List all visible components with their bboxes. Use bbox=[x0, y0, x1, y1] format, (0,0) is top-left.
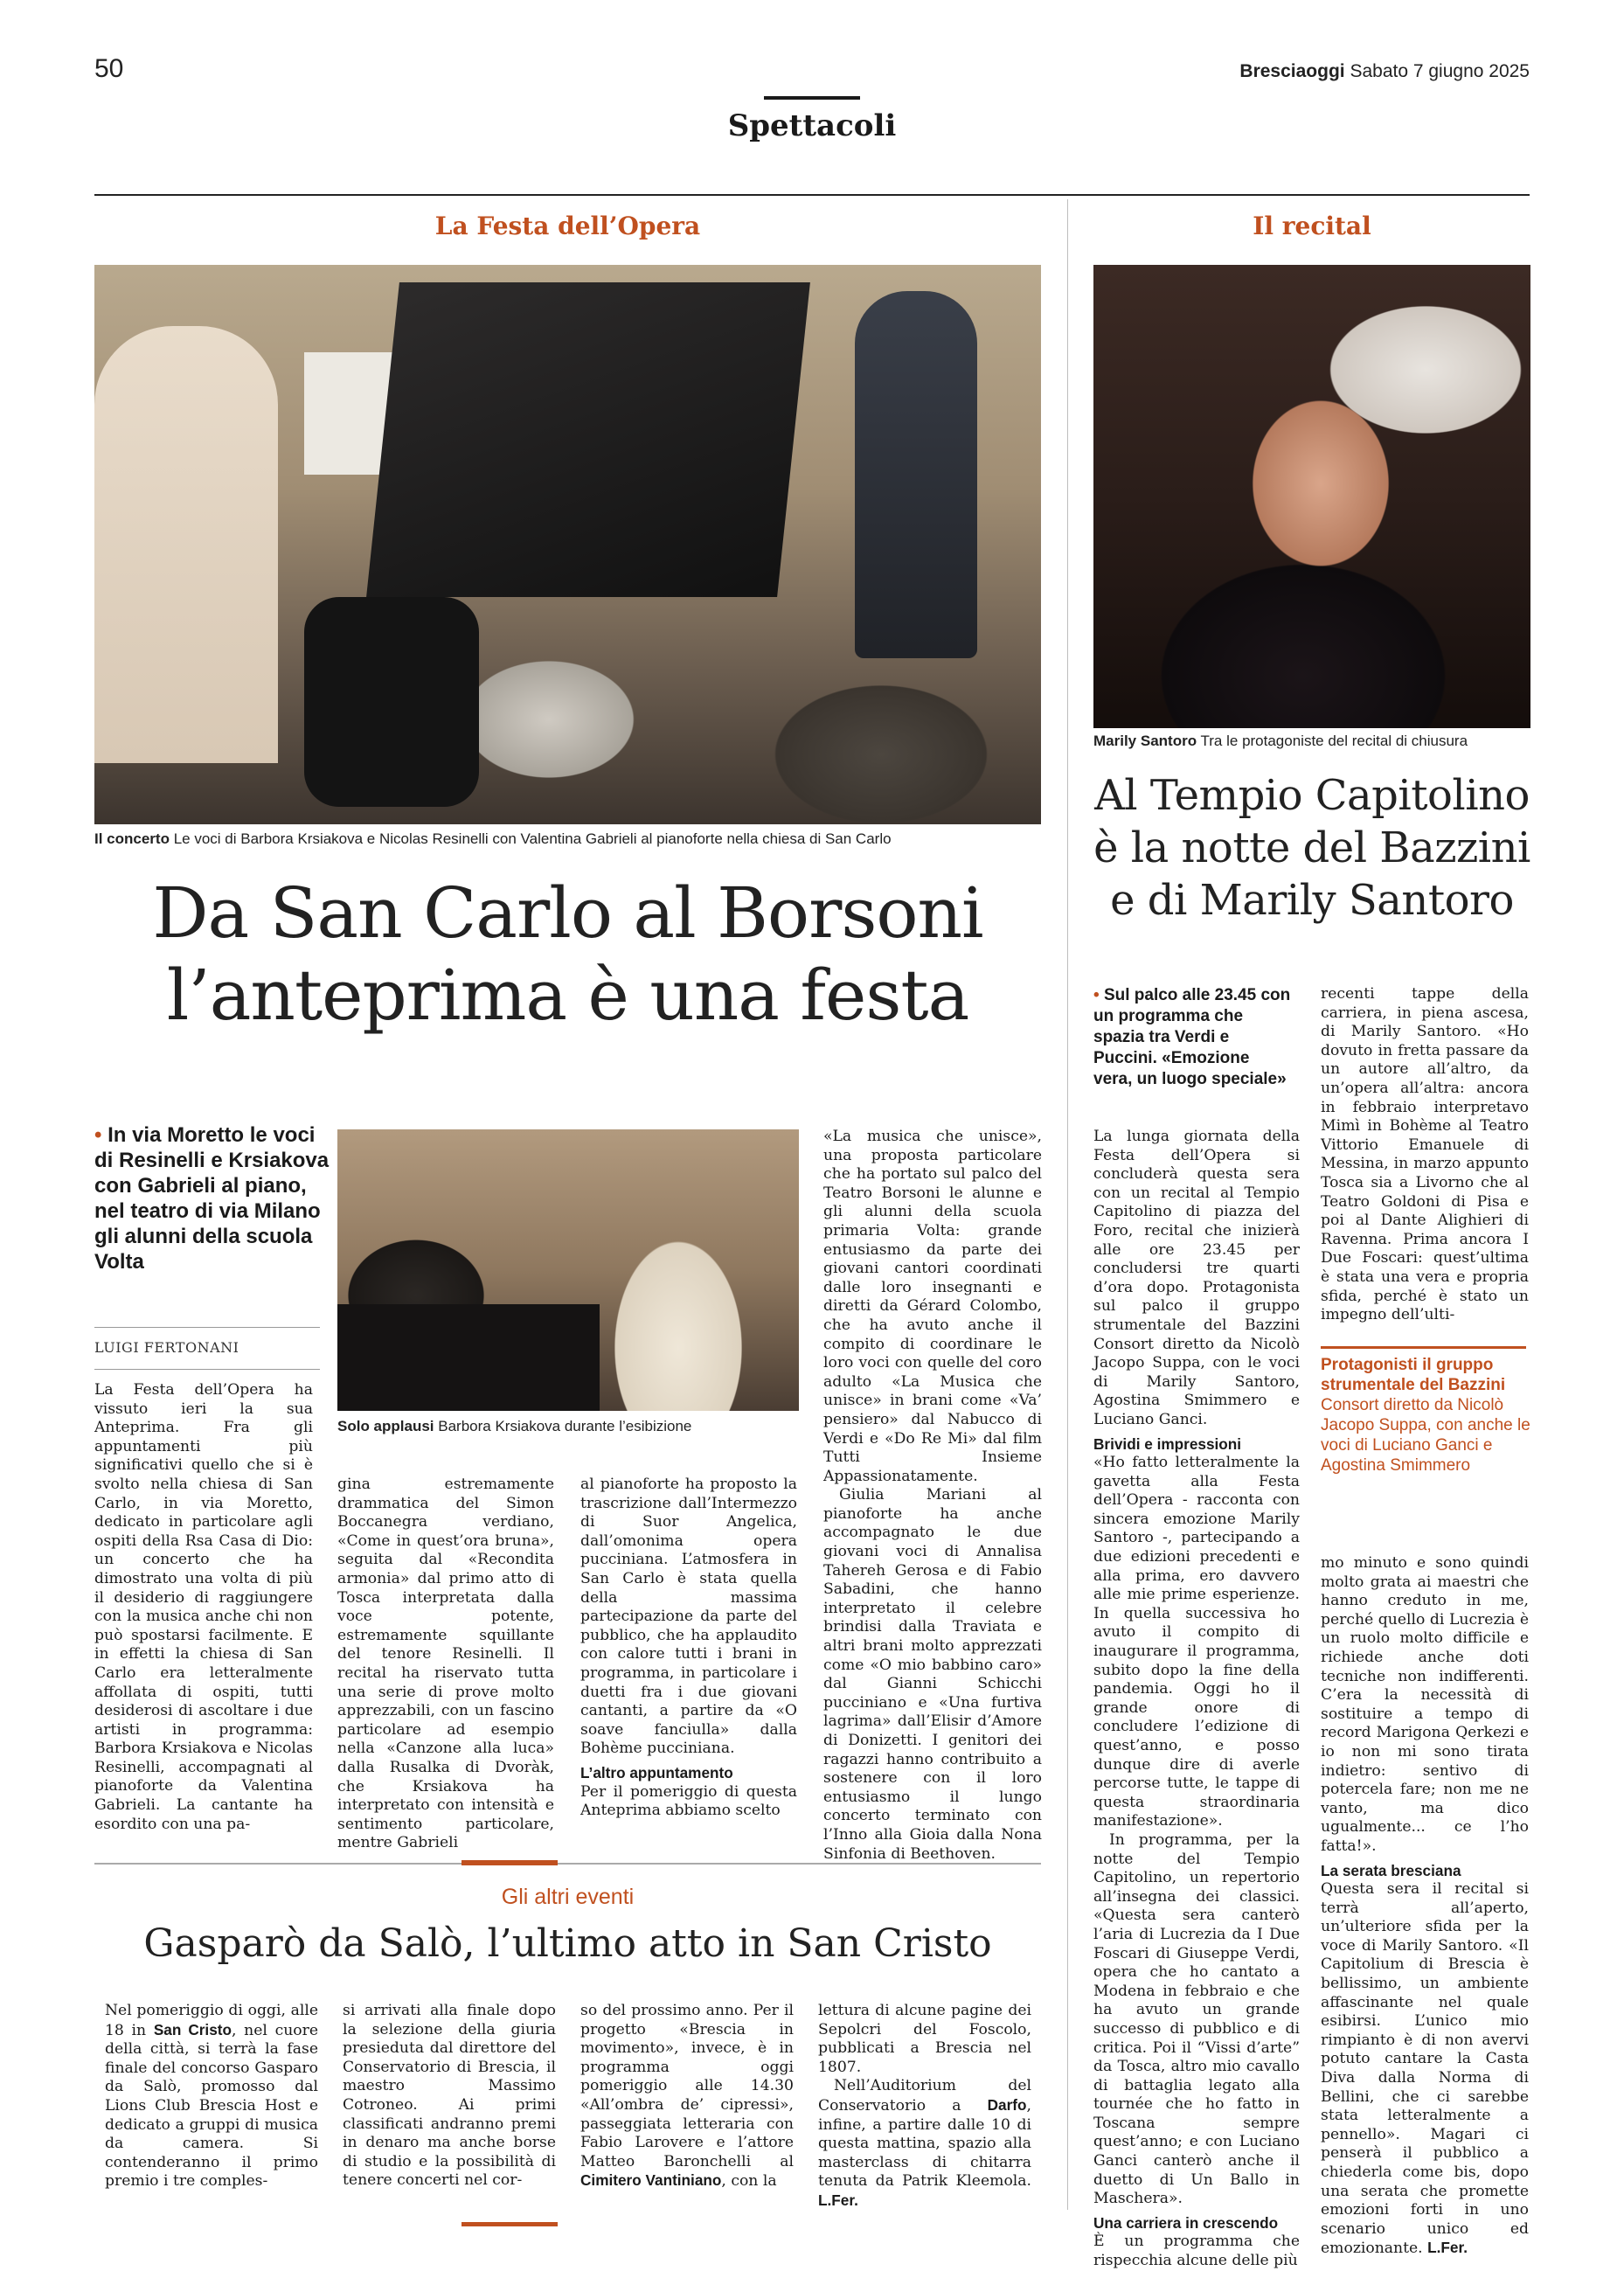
main-column-2 bbox=[337, 1476, 554, 1853]
bottom-col3-text bbox=[580, 2002, 794, 2191]
main-col4-text2: Giulia Mariani al pianoforte ha anche accompagnato le due giovani voci di Annalisa Tahereh Gerosa e di Fabio Sabadini, che hanno interpretato il celebre brindisi dalla Traviata e altri brani molto apprezzati come «O mio babbino caro» dal Gianni Schicchi pucciniano e «Una furtiva lagrima» dall’Elisir d’Amore di Donizetti. I genitori dei ragazzi hanno contribuito a sostenere con il loro entusiasmo il lungo concerto terminato con l’Inno alla Gioia dalla Nona Sinfonia di Beethoven. bbox=[823, 1486, 1042, 1863]
right-colA-text4: È un programma che rispecchia alcune delle più bbox=[1093, 2233, 1300, 2270]
piano-shape-2 bbox=[337, 1304, 600, 1411]
main-col3-subhead: L’altro appuntamento bbox=[580, 1763, 733, 1781]
concert-photo bbox=[94, 265, 1041, 824]
page-bottom-accent bbox=[462, 2222, 558, 2226]
tenor-shape bbox=[855, 291, 977, 658]
main-photo-caption bbox=[94, 830, 1041, 848]
pullquote-bold: Protagonisti il gruppo strumentale del Bazzini bbox=[1321, 1356, 1506, 1394]
section-title: Spettacoli bbox=[727, 108, 897, 143]
right-kicker: Il recital bbox=[1253, 212, 1371, 240]
photo2-caption bbox=[337, 1418, 799, 1435]
right-column-b-bottom bbox=[1321, 1554, 1529, 2259]
right-column-a bbox=[1093, 1128, 1300, 2271]
bottom-col4-pre2: Nell’Auditorium del Conservatorio a bbox=[818, 2077, 1031, 2115]
right-headline-line1: Al Tempio Capitolino bbox=[1094, 771, 1530, 820]
bottom-headline: Gasparò da Salò, l’ultimo atto in San Cristo bbox=[143, 1921, 992, 1966]
pullquote-text: Consort diretto da Nicolò Jacopo Suppa, con anche le voci di Luciano Ganci e Agostina Smimmero bbox=[1321, 1396, 1530, 1475]
byline-rule-top bbox=[94, 1327, 320, 1328]
right-photo-caption-text: Tra le protagoniste del recital di chiusura bbox=[1200, 733, 1468, 749]
column-divider bbox=[1067, 199, 1068, 2210]
publication-name: Bresciaoggi bbox=[1239, 61, 1345, 81]
marily-santoro-photo bbox=[1093, 265, 1530, 728]
piano-shape bbox=[366, 282, 810, 597]
main-kicker: La Festa dell’Opera bbox=[434, 212, 701, 240]
top-divider bbox=[94, 194, 1530, 196]
right-photo-caption bbox=[1093, 733, 1539, 750]
pullquote bbox=[1321, 1355, 1530, 1476]
bottom-kicker: Gli altri eventi bbox=[501, 1885, 635, 1909]
photo2-caption-text: Barbora Krsiakova durante l’esibizione bbox=[438, 1418, 692, 1434]
right-headline-line2: è la notte del Bazzini bbox=[1093, 823, 1530, 872]
bottom-col1-bold: San Cristo bbox=[153, 2020, 232, 2038]
bottom-col2-text: si arrivati alla finale dopo la selezione della giuria presieduta dal direttore del Conservatorio di Brescia, il maestro Massimo Cotroneo. Ai primi classificati andranno premi in denaro ma anche borse di studio e la possibilità di tenere concerti nel cor- bbox=[343, 2002, 556, 2190]
publication-date: Sabato 7 giugno 2025 bbox=[1350, 61, 1530, 81]
right-colA-text2: «Ho fatto letteralmente la gavetta alla Festa dell’Opera - racconta con sincera emozione Marily Santoro -, partecipando a due edizioni precedenti e alla prima, ero davvero alle mie prime esperienze. In quella successiva ho avuto il compito di inaugurare il programma, subito dopo la fine della pandemia. Oggi ho il grande onore di concludere l’edizione di quest’anno, e posso dunque dire di averle percorse tutte, le tappe di questa straordinaria manifestazione». bbox=[1093, 1454, 1300, 1830]
bottom-col3-bold: Cimitero Vantiniano bbox=[580, 2171, 722, 2190]
bottom-col1-post: , nel cuore della città, si terrà la fase finale del concorso Gasparo da Salò, promosso dal Lions Club Brescia Host e dedicato a gruppi di musica da camera. Si contenderanno il primo premio i tre comples- bbox=[105, 2021, 318, 2191]
main-headline bbox=[94, 872, 1041, 1037]
right-colA-subhead1: Brividi e impressioni bbox=[1093, 1434, 1242, 1453]
right-summary bbox=[1093, 985, 1291, 1090]
main-col3-text2: Per il pomeriggio di questa Anteprima abbiamo scelto bbox=[580, 1782, 797, 1820]
right-colB-text: recenti tappe della carriera, in piena ascesa, di Marily Santoro. «Ho dovuto in fretta passare da un autore all’altro, da un’opera all’altra: ancora in febbraio interpretavo Mimì in Bohème al Teatro Vittorio Emanuele di Messina, in marzo appunto Tosca sia a Livorno che al Teatro Goldoni di Pisa e poi al Dante Alighieri di Ravenna. Prima ancora I Due Foscari: quest’ultima è stata una vera e propria sfida, perché è stato un impegno dell’ulti- bbox=[1321, 985, 1529, 1324]
right-headline bbox=[1082, 769, 1542, 927]
soprano-photo bbox=[337, 1129, 799, 1411]
right-colB-text3: Questa sera il recital si terrà all’aperto, un’ulteriore sfida per la voce di Marily Santoro. «Il Capitolium di Brescia è bellissimo, un ambiente affascinante nel quale esibirsi. L’unico mio rimpianto è di non avervi potuto cantare la Casta Diva dalla Norma di Bellini, che ci sarebbe stata letteralmente a pennello». Magari ci penserà il pubblico a chiederla come bis, dopo una serata che promette emozioni forti in uno scenario unico ed emozionante. bbox=[1321, 1880, 1529, 2258]
bottom-col1-pre: Nel pomeriggio di oggi, alle 18 in bbox=[105, 2002, 318, 2039]
photo2-caption-label: Solo applausi bbox=[337, 1418, 434, 1434]
right-colB-text2: mo minuto e sono quindi molto grata ai maestri che hanno creduto in me, perché quello di Lucrezia è un ruolo molto difficile e richiede anche doti tecniche non indifferenti. C’era la necessità di sostituire a tempo di record Marigona Qerkezi e io non mi sono tirata indietro: sentivo di potercela fare; non me ne vanto, ma dico ugualmente... ce l’ho fatta!». bbox=[1321, 1554, 1529, 1855]
bottom-column-1 bbox=[105, 2002, 318, 2191]
right-photo-caption-label: Marily Santoro bbox=[1093, 733, 1197, 749]
main-col3-text: al pianoforte ha proposto la trascrizione dall’Intermezzo di Suor Angelica, dall’omonima opera pucciniana. L’atmosfera in San Carlo è stata quella della massima partecipazione da parte del pubblico, che ha applaudito con calore tutti i brani in programma, in particolare i duetti fra i due giovani cantanti, a partire da «O soave fanciulla» dalla Bohème pucciniana. bbox=[580, 1476, 797, 1758]
main-col4-text: «La musica che unisce», una proposta particolare che ha portato sul palco del Teatro Borsoni le alunne e gli alunni della scuola primaria Volta: grande entusiasmo da parte dei giovani cantori coordinati dalle loro insegnanti e diretti da Gérard Colombo, che ha avuto anche il compito di coordinare le loro voci con quelle del coro adulto «La Musica che unisce» in brani come «Va’ pensiero» dal Nabucco di Verdi e «Do Re Mi» dal film Tutti Insieme Appassionatamente. bbox=[823, 1128, 1042, 1485]
bottom-col4-post: , infine, a partire dalle 10 di questa mattina, spazio alla masterclass di chitarra tenuta da Patrik Kleemola. bbox=[818, 2096, 1031, 2191]
publication-line bbox=[1239, 61, 1530, 82]
right-colA-text3: In programma, per la notte del Tempio Capitolino, un repertorio all’insegna dei classici. «Questa sera canterò l’aria di Lucrezia da I Due Foscari di Giuseppe Verdi, opera che ho cantato a Modena in febbraio e che ha avuto un grande successo di pubblico e di critica. Poi il “Vissi d’arte” da Tosca, altro mio cavallo di battaglia legato alla tournée che ho fatto in Toscana sempre quest’anno; e con Luciano Ganci canterò anche il duetto di Un Ballo in Maschera». bbox=[1093, 1830, 1300, 2208]
bottom-col1-text bbox=[105, 2002, 318, 2191]
right-signature: L.Fer. bbox=[1427, 2239, 1468, 2257]
bottom-accent bbox=[462, 1860, 558, 1865]
right-headline-line3: e di Marily Santoro bbox=[1110, 876, 1514, 925]
main-headline-line2: l’anteprima è una festa bbox=[166, 955, 969, 1036]
page-number: 50 bbox=[94, 54, 124, 83]
main-col2-text: gina estremamente drammatica del Simon Boccanegra verdiano, «Come in quest’ora bruna», seguita dal «Recondita armonia» dal primo atto di Tosca interpretata dalla voce potente, estremamente squillante del tenore Resinelli. Il recital ha riservato tutta una serie di prove molto apprezzabili, con un fascino particolare ad esempio nella «Canzone alla luca» dalla Rusalka di Dvoràk, che Krsiakova ha interpretato con intensità e sentimento particolare, mentre Gabrieli bbox=[337, 1476, 554, 1852]
main-photo-caption-text: Le voci di Barbora Krsiakova e Nicolas Resinelli con Valentina Gabrieli al pianoforte nella chiesa di San Carlo bbox=[173, 830, 892, 847]
right-column-b-top bbox=[1321, 985, 1529, 1325]
right-summary-text: Sul palco alle 23.45 con un programma che spazia tra Verdi e Puccini. «Emozione vera, un luogo speciale» bbox=[1093, 986, 1291, 1088]
main-col1-text: La Festa dell’Opera ha vissuto ieri la sua Anteprima. Fra gli appuntamenti più significativi quello che si è svolto nella chiesa di San Carlo, in via Moretto, dedicato in particolare agli ospiti della Rsa Casa di Dio: un concerto che ha dimostrato una volta di più il desiderio di raggiungere con la musica anche chi non può spostarsi facilmente. E in effetti la chiesa di San Carlo era letteralmente affollata di ospiti, tutti desiderosi di ascoltare i due artisti in programma: Barbora Krsiakova e Nicolas Resinelli, accompagnati al pianoforte da Valentina Gabrieli. La cantante ha esordito con una pa- bbox=[94, 1381, 313, 1833]
bottom-rule bbox=[94, 1863, 1041, 1865]
main-column-1 bbox=[94, 1381, 313, 1834]
bottom-signature: L.Fer. bbox=[818, 2191, 858, 2209]
bottom-column-3 bbox=[580, 2002, 794, 2191]
bottom-col4-bold: Darfo bbox=[987, 2095, 1027, 2114]
singer-shape bbox=[94, 326, 278, 763]
bullet-dot: • bbox=[94, 1123, 108, 1147]
wheelchair-shape bbox=[304, 597, 479, 807]
main-headline-line1: Da San Carlo al Borsoni bbox=[152, 872, 983, 954]
bottom-col4-text bbox=[818, 2077, 1031, 2211]
main-summary bbox=[94, 1122, 330, 1274]
bullet-dot-right: • bbox=[1093, 986, 1104, 1004]
bottom-column-2 bbox=[343, 2002, 556, 2191]
right-colB-text3-wrap bbox=[1321, 1880, 1529, 2259]
main-photo-caption-label: Il concerto bbox=[94, 830, 170, 847]
bottom-col4-pre: lettura di alcune pagine dei Sepolcri del Foscolo, pubblicati a Brescia nel 1807. bbox=[818, 2002, 1031, 2076]
byline: LUIGI FERTONANI bbox=[94, 1339, 239, 1356]
main-summary-text: In via Moretto le voci di Resinelli e Krsiakova con Gabrieli al piano, nel teatro di via Milano gli alunni della scuola Volta bbox=[94, 1123, 330, 1274]
section-rule bbox=[764, 96, 860, 100]
main-column-3 bbox=[580, 1476, 797, 1821]
byline-rule-bottom bbox=[94, 1369, 320, 1370]
right-colB-subhead: La serata bresciana bbox=[1321, 1861, 1461, 1879]
bottom-column-4 bbox=[818, 2002, 1031, 2212]
right-colA-text: La lunga giornata della Festa dell’Opera si concluderà questa sera con un recital al Tempio Capitolino di piazza del Foro, recital che inizierà alle ore 23.45 per concludersi tre quarti d’ora dopo. Protagonista sul palco il gruppo strumentale del Bazzini Consort diretto da Nicolò Jacopo Suppa, con le voci di Marily Santoro, Agostina Smimmero e Luciano Ganci. bbox=[1093, 1128, 1300, 1428]
bottom-col3-pre: so del prossimo anno. Per il progetto «Brescia in movimento», invece, è in programma oggi pomeriggio alle 14.30 «All’ombra de’ cipressi», passeggiata letteraria con Fabio Larovere e l’attore Matteo Baronchelli al bbox=[580, 2002, 794, 2170]
right-colA-subhead2: Una carriera in crescendo bbox=[1093, 2213, 1279, 2232]
main-column-4 bbox=[823, 1128, 1042, 1864]
bottom-col3-post: , con la bbox=[721, 2172, 777, 2191]
pullquote-rule bbox=[1321, 1346, 1526, 1349]
